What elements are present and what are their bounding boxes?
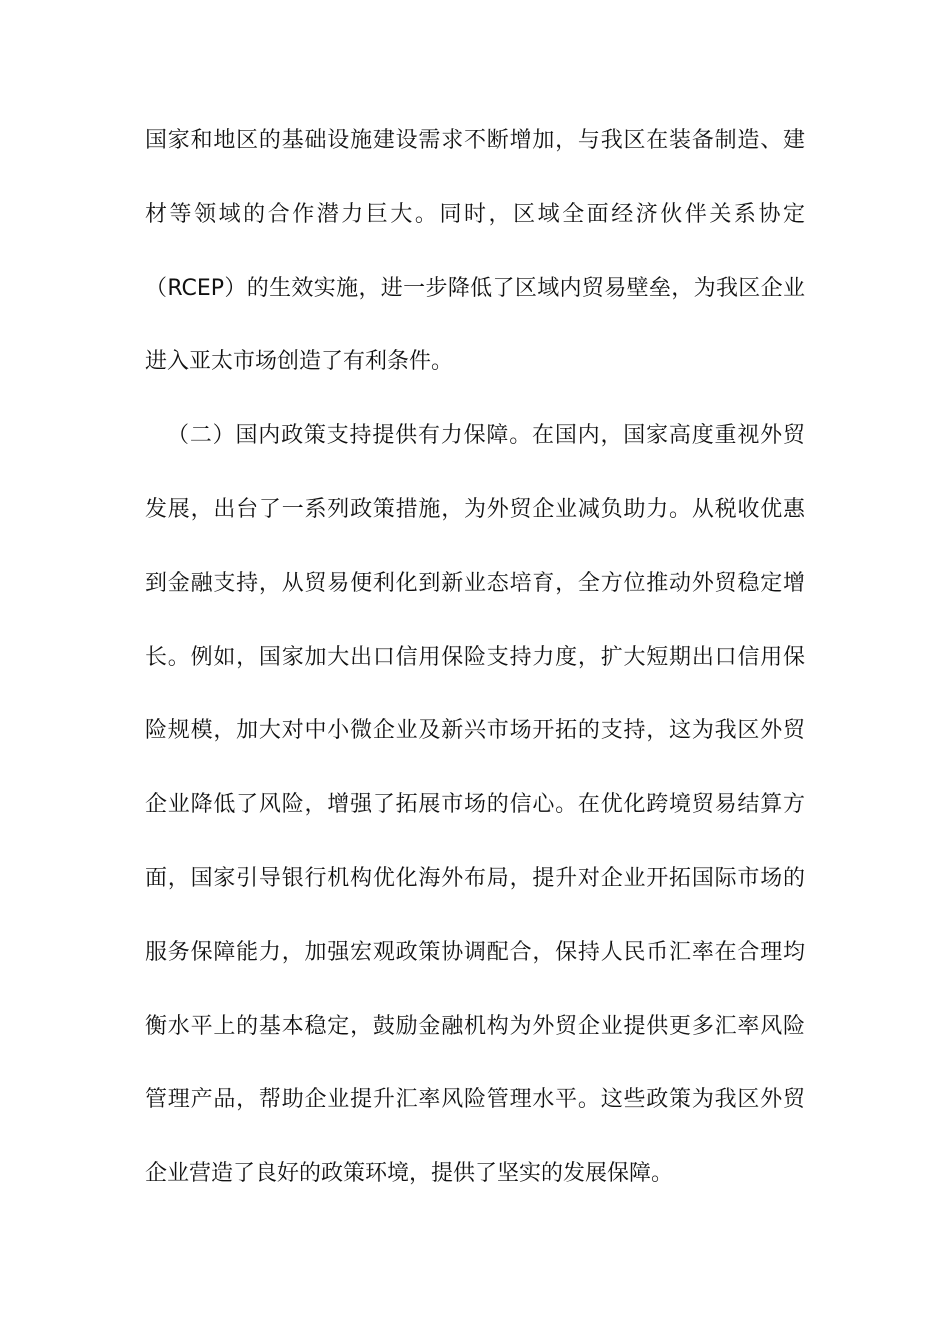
text-line: 服务保障能力，加强宏观政策协调配合，保持人民币汇率在合理均 xyxy=(145,939,805,965)
text-line: 衡水平上的基本稳定，鼓励金融机构为外贸企业提供更多汇率风险 xyxy=(145,1013,805,1039)
text-line: 到金融支持，从贸易便利化到新业态培育，全方位推动外贸稳定增 xyxy=(145,570,805,596)
document-page xyxy=(145,104,805,1211)
text-line: 企业营造了良好的政策环境，提供了坚实的发展保障。 xyxy=(145,1161,674,1187)
section-heading-line: （二）国内政策支持提供有力保障。在国内，国家高度重视外贸 xyxy=(167,423,805,449)
text-line: 材等领域的合作潜力巨大。同时，区域全面经济伙伴关系协定 xyxy=(145,201,805,227)
text-line: 面，国家引导银行机构优化海外布局，提升对企业开拓国际市场的 xyxy=(145,865,805,891)
text-line: 进入亚太市场创造了有利条件。 xyxy=(145,349,454,375)
text-line: 险规模，加大对中小微企业及新兴市场开拓的支持，这为我区外贸 xyxy=(145,718,805,744)
text-line: 发展，出台了一系列政策措施，为外贸企业减负助力。从税收优惠 xyxy=(145,496,805,522)
paragraph-1 xyxy=(145,104,805,399)
text-line: 企业降低了风险，增强了拓展市场的信心。在优化跨境贸易结算方 xyxy=(145,792,805,818)
text-line: （RCEP）的生效实施，进一步降低了区域内贸易壁垒，为我区企业 xyxy=(145,275,805,301)
text-line: 长。例如，国家加大出口信用保险支持力度，扩大短期出口信用保 xyxy=(145,644,805,670)
paragraph-2 xyxy=(145,399,805,1211)
text-line: 管理产品，帮助企业提升汇率风险管理水平。这些政策为我区外贸 xyxy=(145,1087,805,1113)
text-line: 国家和地区的基础设施建设需求不断增加，与我区在装备制造、建 xyxy=(145,128,805,153)
